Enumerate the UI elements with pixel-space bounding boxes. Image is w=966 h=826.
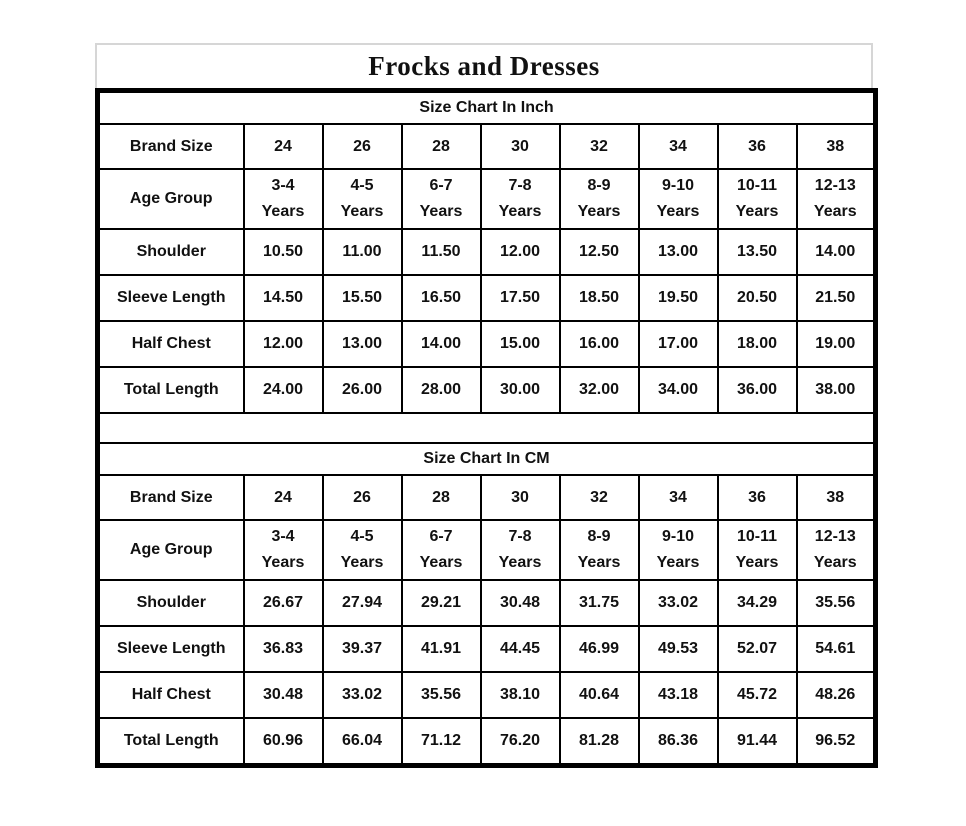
age-range: 8-9 <box>587 177 611 194</box>
age-range: 9-10 <box>661 528 695 545</box>
measurement-value: 14.50 <box>244 275 323 321</box>
age-years: Years <box>656 203 700 220</box>
size-chart-table <box>95 88 878 768</box>
brand-size-value: 36 <box>718 475 797 520</box>
measurement-row <box>98 275 876 321</box>
brand-size-value: 38 <box>797 475 876 520</box>
brand-size-label: Brand Size <box>98 124 244 169</box>
age-years: Years <box>656 554 700 571</box>
measurement-value: 52.07 <box>718 626 797 672</box>
age-years: Years <box>577 203 621 220</box>
age-range: 3-4 <box>271 177 295 194</box>
age-range: 7-8 <box>508 528 532 545</box>
age-group-value <box>402 169 481 229</box>
measurement-label: Half Chest <box>98 321 244 367</box>
section-header-row <box>98 91 876 125</box>
age-years: Years <box>735 554 779 571</box>
age-group-value <box>481 169 560 229</box>
age-range: 4-5 <box>350 528 374 545</box>
measurement-value: 39.37 <box>323 626 402 672</box>
measurement-value: 15.50 <box>323 275 402 321</box>
age-years: Years <box>419 554 463 571</box>
measurement-label: Half Chest <box>98 672 244 718</box>
measurement-row <box>98 321 876 367</box>
measurement-value: 31.75 <box>560 580 639 626</box>
age-range: 3-4 <box>271 528 295 545</box>
age-years: Years <box>419 203 463 220</box>
measurement-value: 12.00 <box>481 229 560 275</box>
measurement-value: 33.02 <box>639 580 718 626</box>
measurement-value: 15.00 <box>481 321 560 367</box>
brand-size-value: 26 <box>323 124 402 169</box>
measurement-value: 13.00 <box>323 321 402 367</box>
measurement-value: 28.00 <box>402 367 481 413</box>
measurement-value: 36.83 <box>244 626 323 672</box>
brand-size-value: 28 <box>402 124 481 169</box>
age-group-row <box>98 520 876 580</box>
brand-size-value: 30 <box>481 475 560 520</box>
size-chart-table-body <box>98 91 876 766</box>
measurement-value: 17.50 <box>481 275 560 321</box>
brand-size-value: 30 <box>481 124 560 169</box>
age-years: Years <box>813 203 857 220</box>
measurement-value: 41.91 <box>402 626 481 672</box>
measurement-value: 16.50 <box>402 275 481 321</box>
section-header: Size Chart In CM <box>98 443 876 475</box>
age-group-value <box>481 520 560 580</box>
measurement-value: 16.00 <box>560 321 639 367</box>
age-years: Years <box>577 554 621 571</box>
age-group-value <box>244 169 323 229</box>
brand-size-value: 32 <box>560 124 639 169</box>
measurement-value: 34.00 <box>639 367 718 413</box>
measurement-value: 44.45 <box>481 626 560 672</box>
age-years: Years <box>261 554 305 571</box>
measurement-value: 45.72 <box>718 672 797 718</box>
brand-size-value: 32 <box>560 475 639 520</box>
measurement-value: 14.00 <box>402 321 481 367</box>
measurement-value: 71.12 <box>402 718 481 766</box>
measurement-value: 14.00 <box>797 229 876 275</box>
age-range: 12-13 <box>814 528 856 545</box>
measurement-value: 48.26 <box>797 672 876 718</box>
brand-size-value: 34 <box>639 475 718 520</box>
measurement-value: 54.61 <box>797 626 876 672</box>
measurement-value: 60.96 <box>244 718 323 766</box>
brand-size-value: 38 <box>797 124 876 169</box>
age-group-value <box>323 520 402 580</box>
brand-size-label: Brand Size <box>98 475 244 520</box>
size-chart <box>95 43 875 768</box>
measurement-row <box>98 367 876 413</box>
age-range: 6-7 <box>429 528 453 545</box>
age-years: Years <box>498 554 542 571</box>
measurement-label: Shoulder <box>98 229 244 275</box>
measurement-label: Total Length <box>98 718 244 766</box>
measurement-value: 30.00 <box>481 367 560 413</box>
section-header: Size Chart In Inch <box>98 91 876 125</box>
measurement-value: 38.10 <box>481 672 560 718</box>
age-range: 6-7 <box>429 177 453 194</box>
age-range: 9-10 <box>661 177 695 194</box>
measurement-row <box>98 718 876 766</box>
brand-size-value: 24 <box>244 475 323 520</box>
measurement-value: 27.94 <box>323 580 402 626</box>
brand-size-value: 36 <box>718 124 797 169</box>
measurement-row <box>98 229 876 275</box>
measurement-value: 11.50 <box>402 229 481 275</box>
brand-size-value: 28 <box>402 475 481 520</box>
age-group-label: Age Group <box>98 169 244 229</box>
spacer-row <box>98 413 876 443</box>
measurement-value: 12.50 <box>560 229 639 275</box>
measurement-row <box>98 580 876 626</box>
age-years: Years <box>813 554 857 571</box>
age-group-value <box>718 520 797 580</box>
measurement-value: 36.00 <box>718 367 797 413</box>
spacer-cell <box>98 413 876 443</box>
measurement-value: 17.00 <box>639 321 718 367</box>
section-header-row <box>98 443 876 475</box>
measurement-label: Shoulder <box>98 580 244 626</box>
age-group-value <box>797 520 876 580</box>
measurement-label: Sleeve Length <box>98 626 244 672</box>
age-range: 10-11 <box>736 177 778 194</box>
age-years: Years <box>340 203 384 220</box>
age-group-value <box>560 520 639 580</box>
age-group-value <box>560 169 639 229</box>
chart-title: Frocks and Dresses <box>368 51 600 81</box>
measurement-value: 13.00 <box>639 229 718 275</box>
age-group-value <box>402 520 481 580</box>
title-box <box>95 43 873 88</box>
age-group-value <box>797 169 876 229</box>
measurement-value: 46.99 <box>560 626 639 672</box>
measurement-value: 19.00 <box>797 321 876 367</box>
measurement-row <box>98 672 876 718</box>
measurement-value: 91.44 <box>718 718 797 766</box>
measurement-value: 20.50 <box>718 275 797 321</box>
brand-size-value: 34 <box>639 124 718 169</box>
measurement-value: 49.53 <box>639 626 718 672</box>
measurement-label: Total Length <box>98 367 244 413</box>
measurement-value: 13.50 <box>718 229 797 275</box>
age-range: 4-5 <box>350 177 374 194</box>
measurement-value: 10.50 <box>244 229 323 275</box>
measurement-value: 26.00 <box>323 367 402 413</box>
measurement-value: 35.56 <box>402 672 481 718</box>
measurement-value: 18.50 <box>560 275 639 321</box>
measurement-value: 19.50 <box>639 275 718 321</box>
measurement-value: 26.67 <box>244 580 323 626</box>
measurement-value: 43.18 <box>639 672 718 718</box>
age-group-label: Age Group <box>98 520 244 580</box>
brand-size-row <box>98 124 876 169</box>
measurement-value: 12.00 <box>244 321 323 367</box>
age-group-row <box>98 169 876 229</box>
brand-size-value: 24 <box>244 124 323 169</box>
age-group-value <box>639 520 718 580</box>
measurement-value: 81.28 <box>560 718 639 766</box>
measurement-value: 11.00 <box>323 229 402 275</box>
age-group-value <box>639 169 718 229</box>
age-range: 12-13 <box>814 177 856 194</box>
measurement-value: 38.00 <box>797 367 876 413</box>
age-range: 10-11 <box>736 528 778 545</box>
measurement-value: 33.02 <box>323 672 402 718</box>
age-range: 8-9 <box>587 528 611 545</box>
measurement-row <box>98 626 876 672</box>
measurement-label: Sleeve Length <box>98 275 244 321</box>
brand-size-value: 26 <box>323 475 402 520</box>
age-group-value <box>323 169 402 229</box>
measurement-value: 35.56 <box>797 580 876 626</box>
age-range: 7-8 <box>508 177 532 194</box>
age-years: Years <box>735 203 779 220</box>
age-group-value <box>244 520 323 580</box>
measurement-value: 18.00 <box>718 321 797 367</box>
measurement-value: 30.48 <box>481 580 560 626</box>
measurement-value: 21.50 <box>797 275 876 321</box>
measurement-value: 34.29 <box>718 580 797 626</box>
measurement-value: 32.00 <box>560 367 639 413</box>
measurement-value: 24.00 <box>244 367 323 413</box>
age-years: Years <box>261 203 305 220</box>
measurement-value: 86.36 <box>639 718 718 766</box>
age-years: Years <box>340 554 384 571</box>
age-years: Years <box>498 203 542 220</box>
measurement-value: 40.64 <box>560 672 639 718</box>
measurement-value: 76.20 <box>481 718 560 766</box>
measurement-value: 96.52 <box>797 718 876 766</box>
age-group-value <box>718 169 797 229</box>
measurement-value: 30.48 <box>244 672 323 718</box>
brand-size-row <box>98 475 876 520</box>
measurement-value: 29.21 <box>402 580 481 626</box>
measurement-value: 66.04 <box>323 718 402 766</box>
